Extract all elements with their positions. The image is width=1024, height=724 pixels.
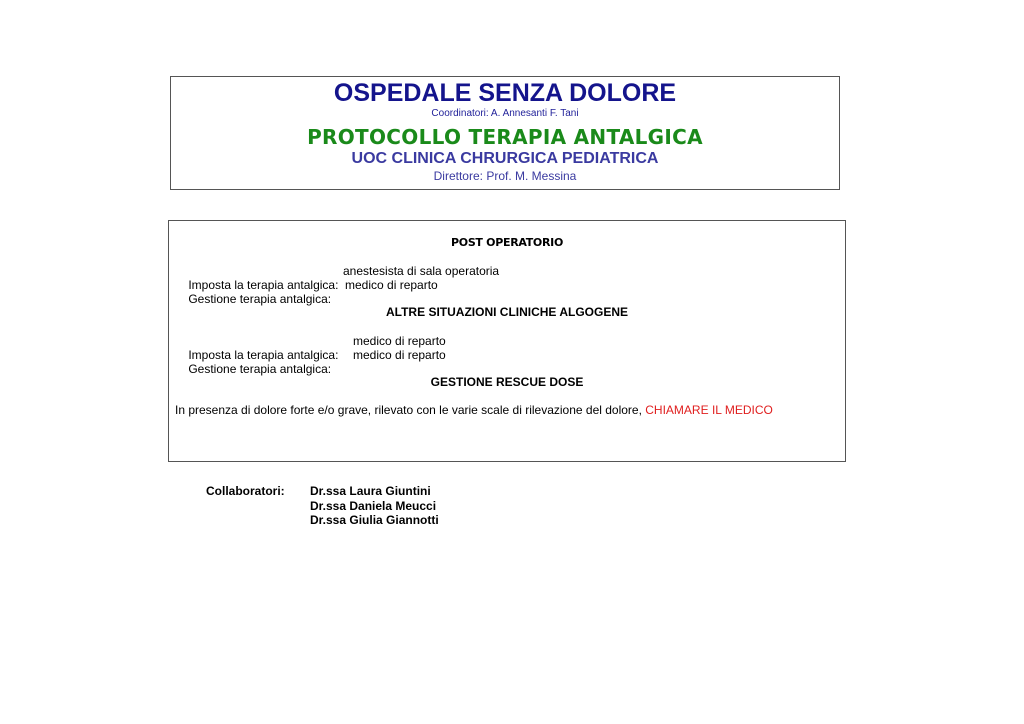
collaborators-label: Collaboratori: xyxy=(206,484,285,498)
collaborator-name: Dr.ssa Giulia Giannotti xyxy=(310,513,439,527)
row-label: Gestione terapia antalgica: xyxy=(188,362,332,376)
director-line: Direttore: Prof. M. Messina xyxy=(433,169,577,183)
rescue-instruction xyxy=(175,403,773,417)
document-title: OSPEDALE SENZA DOLORE xyxy=(333,79,677,107)
header-box xyxy=(170,76,840,190)
unit-name: UOC CLINICA CHRURGICA PEDIATRICA xyxy=(351,150,659,167)
collaborator-name: Dr.ssa Daniela Meucci xyxy=(310,498,437,513)
row-label: Gestione terapia antalgica: xyxy=(188,292,332,306)
rescue-text: In presenza di dolore forte e/o grave, rilevato con le varie scale di rilevazione del dolore, xyxy=(175,403,646,417)
row-value: medico di reparto xyxy=(353,334,446,348)
protocol-title: PROTOCOLLO TERAPIA ANTALGICA xyxy=(307,125,703,149)
row-value: medico di reparto xyxy=(345,278,438,292)
collaborator-name: Dr.ssa Laura Giuntini xyxy=(310,484,431,498)
row-value: anestesista di sala operatoria xyxy=(343,264,500,278)
row-value: medico di reparto xyxy=(353,348,446,362)
rescue-alert: CHIAMARE IL MEDICO xyxy=(645,403,773,417)
protocol-body-box xyxy=(168,220,846,462)
section-title-altre-situazioni: ALTRE SITUAZIONI CLINICHE ALGOGENE xyxy=(386,305,628,319)
section-title-rescue-dose: GESTIONE RESCUE DOSE xyxy=(430,375,584,389)
row-label: Imposta la terapia antalgica: xyxy=(188,348,339,362)
section-title-post-operatorio: POST OPERATORIO xyxy=(451,236,563,249)
row-label: Imposta la terapia antalgica: xyxy=(188,278,339,292)
coordinators-line: Coordinatori: A. Annesanti F. Tani xyxy=(431,108,579,119)
collaborators-names xyxy=(310,484,439,528)
